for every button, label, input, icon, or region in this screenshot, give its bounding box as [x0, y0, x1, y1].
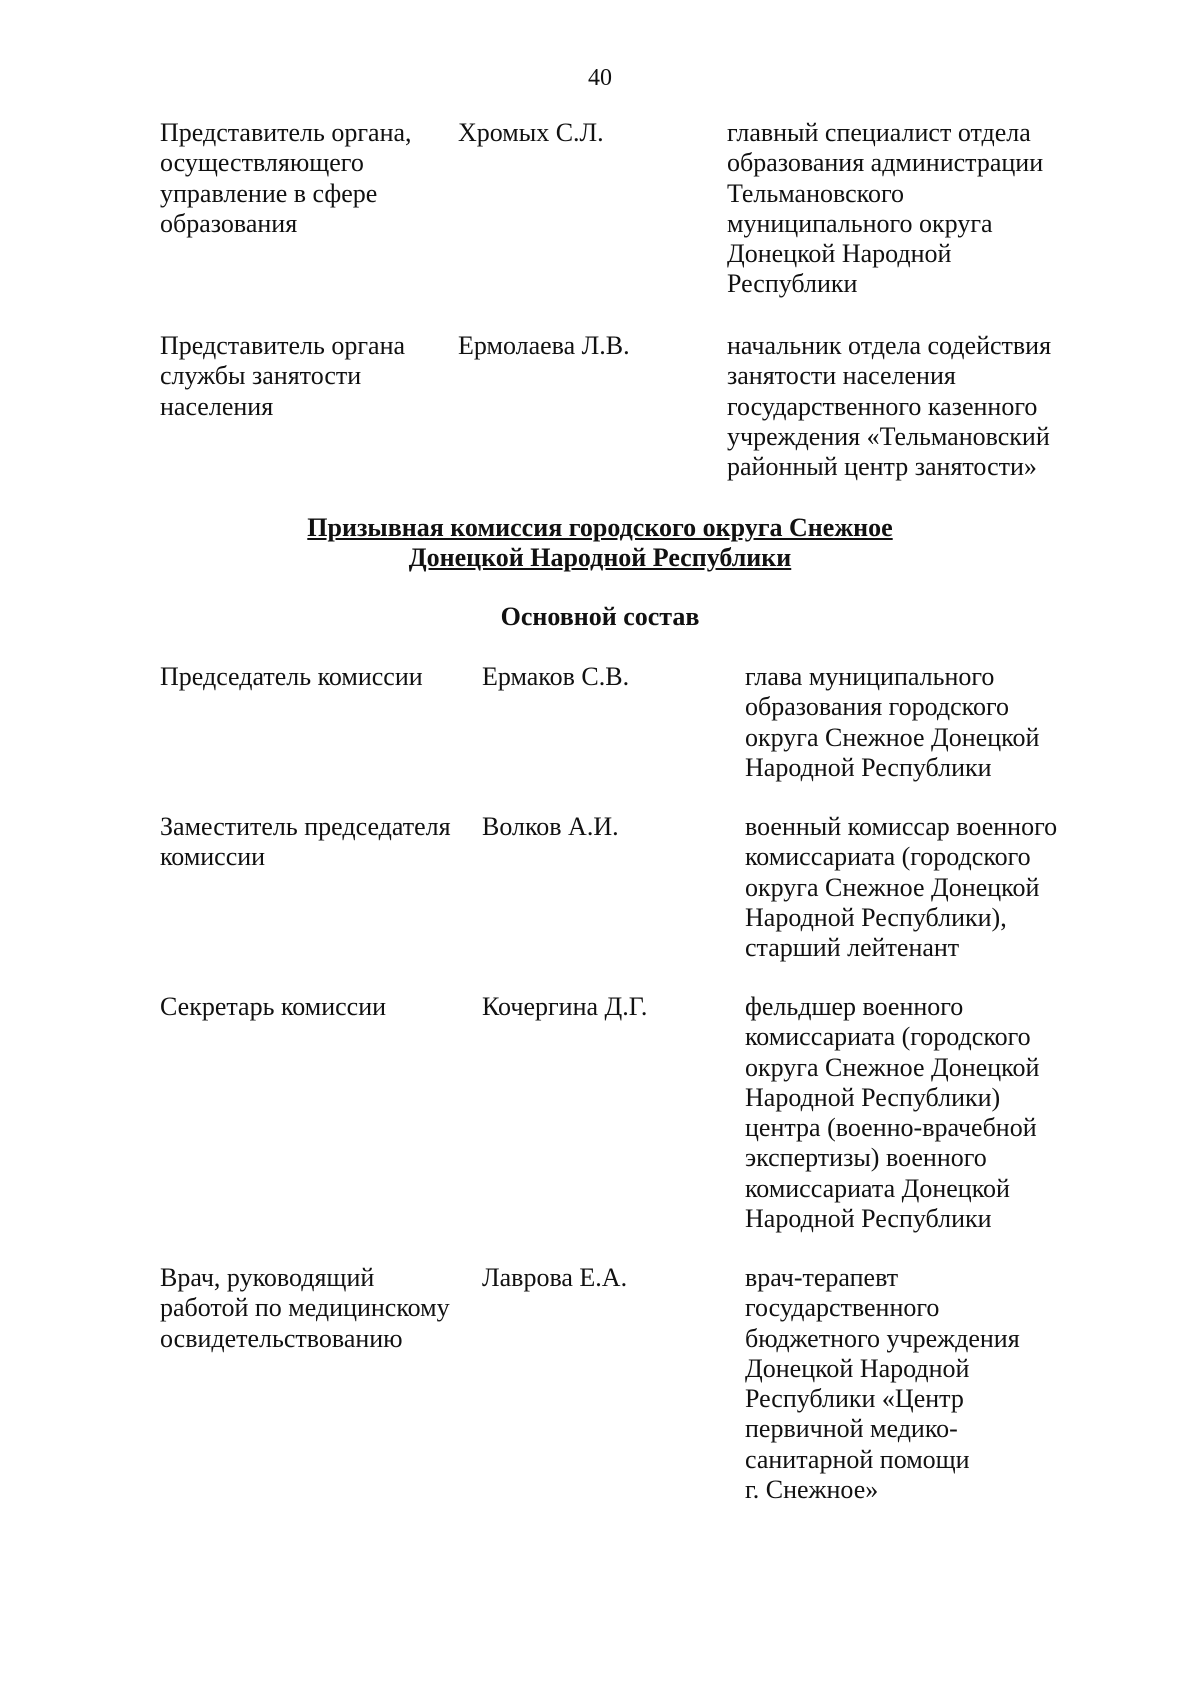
member-name: Лаврова Е.А. [482, 1263, 628, 1292]
member-position: глава муниципального образования городского округа Снежное Донецкой Народной Республики [745, 662, 1040, 782]
member-role: Представитель органа службы занятости населения [160, 331, 406, 421]
member-name: Хромых С.Л. [458, 118, 604, 147]
member-name: Кочергина Д.Г. [482, 992, 648, 1021]
member-name: Волков А.И. [482, 812, 619, 841]
member-position: главный специалист отдела образования администрации Тельмановского муниципального округа Донецкой Народной Республики [727, 118, 1044, 299]
member-role: Заместитель председателя комиссии [160, 812, 451, 872]
commission-title-line1: Призывная комиссия городского округа Снежное [307, 513, 893, 542]
page-number: 40 [588, 65, 612, 91]
member-position: фельдшер военного комиссариата (городского округа Снежное Донецкой Народной Республики) центра (военно-врачебной экспертизы) военного комиссариата Донецкой Народной Республики [745, 992, 1040, 1234]
member-name: Ермаков С.В. [482, 662, 630, 691]
commission-subtitle: Основной состав [500, 602, 700, 631]
member-position: врач-терапевт государственного бюджетного учреждения Донецкой Народной Республики «Центр первичной медико- санитарной помощи г. Снежное» [745, 1263, 1020, 1505]
commission-title-line2: Донецкой Народной Республики [408, 543, 792, 572]
member-position: начальник отдела содействия занятости населения государственного казенного учреждения «Тельмановский районный центр занятости» [727, 331, 1052, 482]
member-name: Ермолаева Л.В. [458, 331, 630, 360]
member-position: военный комиссар военного комиссариата (городского округа Снежное Донецкой Народной Республики), старший лейтенант [745, 812, 1058, 963]
member-role: Представитель органа, осуществляющего управление в сфере образования [160, 118, 412, 238]
member-role: Врач, руководящий работой по медицинскому освидетельствованию [160, 1263, 450, 1353]
member-role: Председатель комиссии [160, 662, 423, 691]
member-role: Секретарь комиссии [160, 992, 387, 1021]
